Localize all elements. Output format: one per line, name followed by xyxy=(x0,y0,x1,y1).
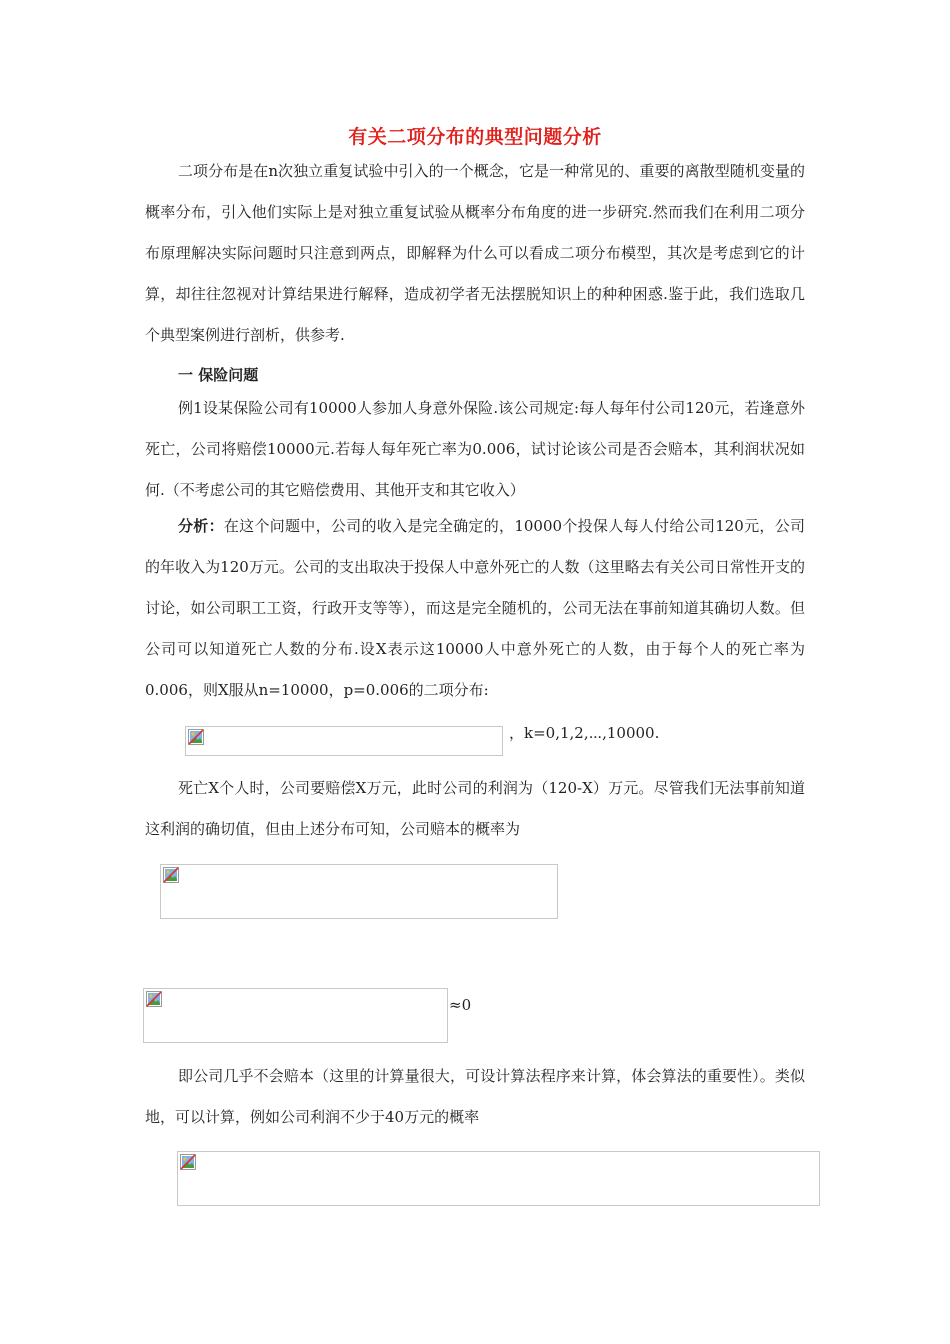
conclusion-paragraph: 即公司几乎不会赔本（这里的计算量很大，可设计算法程序来计算，体会算法的重要性）。类似地，可以计算，例如公司利润不少于40万元的概率 xyxy=(145,1067,805,1126)
document-title: 有关二项分布的典型问题分析 xyxy=(348,126,602,148)
analysis-paragraph xyxy=(145,506,805,711)
formula-1-suffix: ，k=0,1,2,⋯,10000. xyxy=(509,724,660,742)
death-payout-paragraph: 死亡X个人时，公司要赔偿X万元，此时公司的利润为（120-X）万元。尽管我们无法事前知道这利润的确切值，但由上述分布可知，公司赔本的概率为 xyxy=(145,779,805,838)
broken-image-icon xyxy=(188,729,204,745)
broken-image-icon xyxy=(180,1154,196,1170)
formula-3-suffix: ≈0 xyxy=(449,996,472,1014)
section-heading-insurance: 一 保险问题 xyxy=(178,366,259,384)
analysis-label: 分析： xyxy=(178,517,224,535)
formula-image-loss-sum xyxy=(143,988,448,1043)
formula-image-loss-probability xyxy=(160,864,558,919)
analysis-text: 在这个问题中，公司的收入是完全确定的，10000个投保人每人付给公司120元，公司的年收入为120万元。公司的支出取决于投保人中意外死亡的人数（这里略去有关公司日常性开支的讨论，如公司职工工资，行政开支等等），而这是完全随机的，公司无法在事前知道其确切人数。但公司可以知道死亡人数的分布.设X表示这10000人中意外死亡的人数，由于每个人的死亡率为0.006，则X服从n=10000，p=0.006的二项分布: xyxy=(145,517,805,699)
intro-paragraph: 二项分布是在n次独立重复试验中引入的一个概念，它是一种常见的、重要的离散型随机变量的概率分布，引入他们实际上是对独立重复试验从概率分布角度的进一步研究.然而我们在利用二项分布原理解决实际问题时只注意到两点，即解释为什么可以看成二项分布模型，其次是考虑到它的计算，却往往忽视对计算结果进行解释，造成初学者无法摆脱知识上的种种困惑.鉴于此，我们选取几个典型案例进行剖析，供参考. xyxy=(145,162,805,344)
broken-image-icon xyxy=(146,991,162,1007)
formula-image-binomial-distribution xyxy=(185,726,503,756)
broken-image-icon xyxy=(163,867,179,883)
example-1-paragraph: 例1设某保险公司有10000人参加人身意外保险.该公司规定:每人每年付公司120元，若逢意外死亡，公司将赔偿10000元.若每人每年死亡率为0.006，试讨论该公司是否会赔本，其利润状况如何.（不考虑公司的其它赔偿费用、其他开支和其它收入） xyxy=(145,399,805,499)
formula-image-profit-probability xyxy=(177,1151,820,1206)
